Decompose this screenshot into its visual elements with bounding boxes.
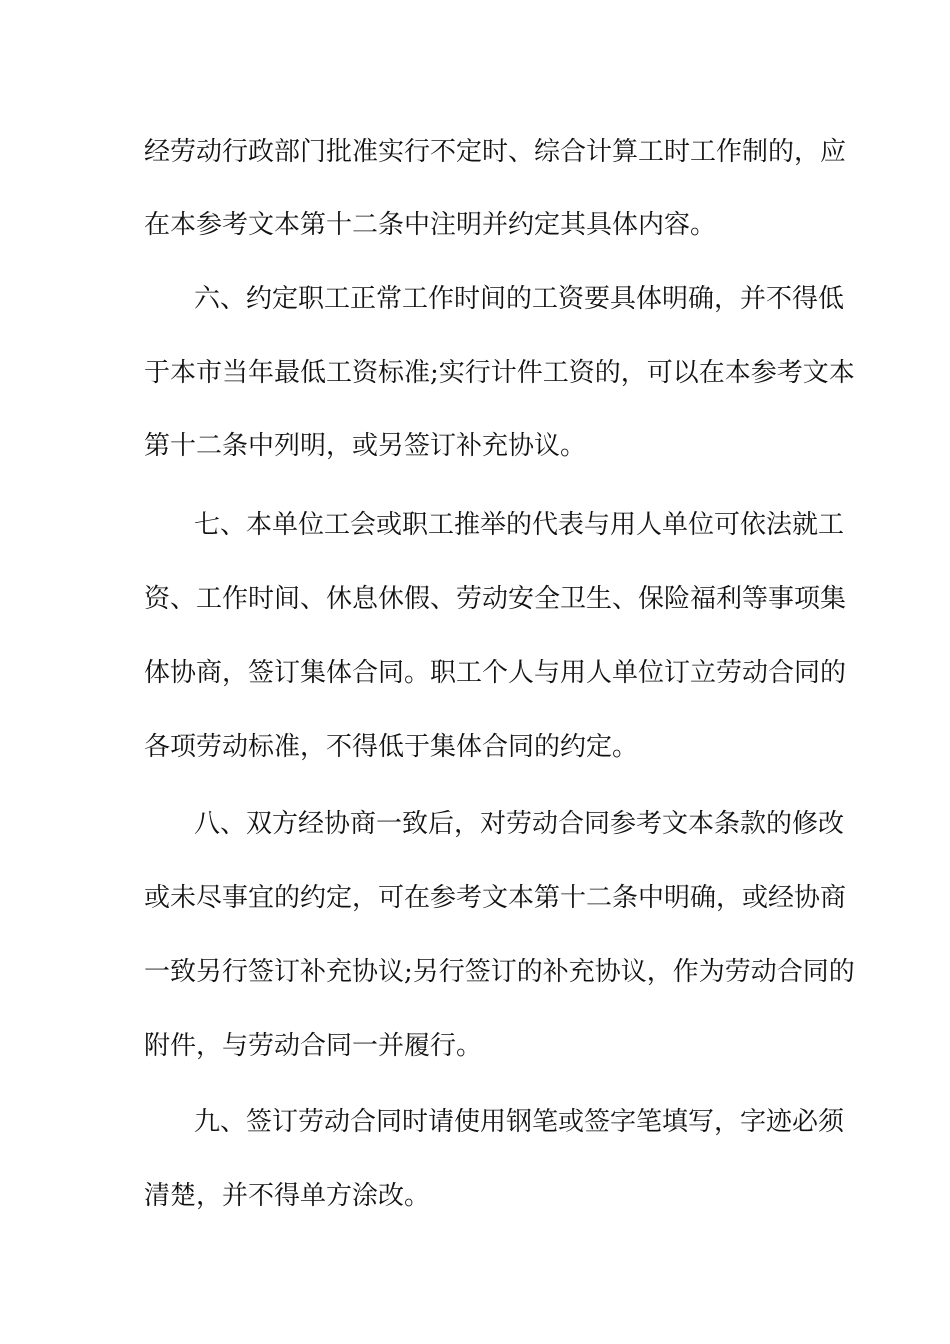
text-line: 一致另行签订补充协议;另行签订的补充协议，作为劳动合同的 <box>144 957 855 987</box>
paragraph-start-line: 七、本单位工会或职工推举的代表与用人单位可依法就工 <box>194 510 845 540</box>
text-line: 第十二条中列明，或另签订补充协议。 <box>144 431 587 461</box>
text-line: 附件，与劳动合同一并履行。 <box>144 1031 483 1061</box>
text-line: 体协商，签订集体合同。职工个人与用人单位订立劳动合同的 <box>144 658 847 688</box>
paragraph-start-line: 九、签订劳动合同时请使用钢笔或签字笔填写，字迹必须 <box>194 1107 845 1137</box>
text-line: 或未尽事宜的约定，可在参考文本第十二条中明确，或经协商 <box>144 883 847 913</box>
text-line: 清楚，并不得单方涂改。 <box>144 1181 431 1211</box>
text-line: 于本市当年最低工资标准;实行计件工资的，可以在本参考文本 <box>144 358 855 388</box>
text-line: 各项劳动标准，不得低于集体合同的约定。 <box>144 732 639 762</box>
text-line: 资、工作时间、休息休假、劳动安全卫生、保险福利等事项集 <box>144 584 847 614</box>
text-line: 在本参考文本第十二条中注明并约定其具体内容。 <box>144 210 717 240</box>
paragraph-start-line: 八、双方经协商一致后，对劳动合同参考文本条款的修改 <box>194 809 845 839</box>
text-line: 经劳动行政部门批准实行不定时、综合计算工时工作制的，应 <box>144 137 847 167</box>
paragraph-start-line: 六、约定职工正常工作时间的工资要具体明确，并不得低 <box>194 284 845 314</box>
